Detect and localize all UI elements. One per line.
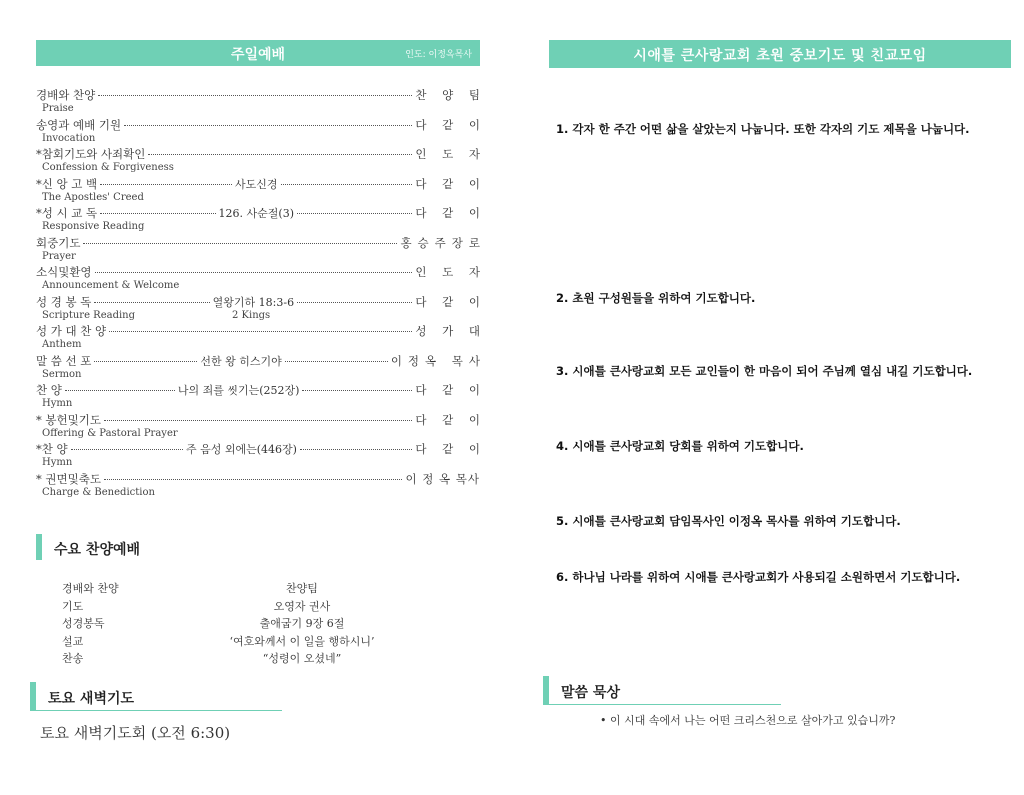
order-item-english-line [36, 133, 480, 144]
dotted-leader [148, 154, 412, 155]
order-item-responsible: 이 정 옥 목사 [405, 471, 480, 486]
order-item-detail: 사도신경 [235, 177, 278, 191]
order-item-name: 성 가 대 찬 양 [36, 324, 107, 338]
section-underline [543, 704, 781, 705]
worship-order-row [36, 442, 487, 472]
worship-order-row [36, 383, 487, 413]
wednesday-program-row [62, 615, 422, 633]
worship-order-line [36, 412, 486, 428]
order-item-responsible: 다 같 이 [415, 176, 486, 191]
order-of-worship [36, 88, 487, 501]
order-item-english: Hymn [42, 398, 73, 409]
worship-order-line [36, 472, 480, 487]
worship-order-line [36, 206, 486, 221]
dotted-leader [94, 361, 197, 362]
wednesday-program-row [62, 650, 422, 668]
worship-order-line [36, 324, 486, 339]
program-item: 성경봉독 [62, 617, 105, 630]
program-detail: 오영자 권사 [273, 599, 331, 613]
order-item-name: *찬 양 [36, 442, 68, 456]
order-item-english: Anthem [42, 339, 82, 350]
worship-order-row [36, 265, 486, 295]
worship-order-row [36, 294, 486, 325]
dotted-leader [94, 302, 209, 303]
wednesday-program [62, 580, 422, 668]
order-item-english-line [36, 280, 480, 291]
dotted-leader [285, 361, 388, 362]
worship-order-line [36, 353, 487, 369]
order-item-name: 송영과 예배 기원 [36, 117, 122, 132]
order-item-responsible: 홍승주장로 [400, 235, 486, 250]
wednesday-section-heading [36, 534, 336, 562]
dotted-leader [300, 449, 412, 450]
dotted-leader [100, 213, 215, 214]
order-item-english: Scripture Reading [42, 309, 136, 321]
dotted-leader [71, 449, 183, 450]
prayer-item: 6. 하나님 나라를 위하여 시애틀 큰사랑교회가 사용되길 소원하면서 기도합니다. [556, 570, 961, 584]
order-item-english: Announcement & Welcome [42, 280, 180, 291]
saturday-section-heading [30, 682, 282, 712]
order-item-english: The Apostles' Creed [42, 191, 144, 203]
worship-order-line [36, 235, 486, 251]
order-item-english-line [36, 428, 480, 439]
worship-order-row [36, 412, 486, 443]
order-item-english-line [36, 192, 480, 203]
prayer-item: 2. 초원 구성원들을 위하여 기도합니다. [556, 291, 756, 305]
dotted-leader [124, 125, 412, 126]
order-item-name: 찬 양 [36, 383, 62, 397]
order-item-english: Confession & Forgiveness [42, 162, 174, 173]
order-item-english: Offering & Pastoral Prayer [42, 427, 178, 439]
order-item-english-line [36, 487, 480, 498]
order-item-english: Invocation [42, 132, 96, 144]
dotted-leader [104, 420, 412, 421]
worship-order-line [36, 147, 486, 162]
wednesday-program-row [62, 633, 422, 651]
order-item-detail: 126. 사순절(3) [218, 207, 294, 220]
prayer-item: 3. 시애틀 큰사랑교회 모든 교인들이 한 마음이 되어 주님께 열심 내길 기도합니다. [556, 364, 973, 378]
order-item-english-line [36, 457, 480, 468]
worship-order-line [36, 383, 487, 398]
prayer-meeting-header [549, 40, 1011, 68]
worship-order-row [36, 147, 486, 177]
order-item-responsible: 다 같 이 [415, 294, 486, 309]
section-accent-bar [30, 682, 36, 710]
order-item-responsible: 찬 양 팀 [415, 88, 486, 102]
program-item: 경배와 찬양 [62, 582, 119, 595]
dotted-leader [104, 479, 403, 480]
worship-order-row [36, 88, 486, 118]
meditation-title: 말씀 묵상 [561, 685, 620, 701]
order-item-detail: 주 음성 외에는(446장) [186, 443, 297, 456]
worship-order-line [36, 294, 486, 310]
saturday-title: 토요 새벽기도 [48, 691, 135, 707]
worship-order-line [36, 88, 486, 103]
sunday-worship-title: 주일예배 [230, 47, 286, 63]
order-item-name: *신 앙 고 백 [36, 176, 98, 191]
order-item-responsible: 다 같 이 [415, 117, 486, 132]
section-underline [30, 710, 282, 711]
order-item-responsible: 성 가 대 [415, 324, 486, 338]
order-item-name: 성 경 봉 독 [36, 294, 92, 309]
program-detail: 찬양팀 [286, 582, 318, 595]
prayer-item: 4. 시애틀 큰사랑교회 당회를 위하여 기도합니다. [556, 439, 804, 453]
worship-order-row [36, 324, 486, 354]
prayer-item: 1. 각자 한 주간 어떤 삶을 살았는지 나눕니다. 또한 각자의 기도 제목을 나눕니다. [556, 122, 970, 136]
dotted-leader [65, 390, 175, 391]
saturday-service-time: 토요 새벽기도회 (오전 6:30) [40, 724, 231, 742]
dotted-leader [100, 184, 232, 185]
order-item-english-line [36, 103, 480, 114]
order-item-english-line [36, 339, 480, 350]
order-item-name: 말 씀 선 포 [36, 353, 92, 368]
dotted-leader [109, 331, 412, 332]
worship-order-row [36, 235, 486, 266]
worship-order-line [36, 265, 486, 280]
worship-order-row [36, 176, 486, 207]
program-item: 기도 [62, 599, 84, 613]
order-item-name: * 권면및축도 [36, 471, 101, 486]
order-item-english: Sermon [42, 368, 82, 380]
worship-order-line [36, 117, 486, 133]
section-accent-bar [543, 676, 549, 704]
dotted-leader [83, 243, 397, 244]
dotted-leader [297, 213, 412, 214]
order-item-detail: 열왕기하 18:3-6 [212, 295, 295, 309]
worship-leader: 인도: 이정옥목사 [405, 50, 472, 60]
order-item-name: 경배와 찬양 [36, 88, 96, 102]
order-item-name: *성 시 교 독 [36, 206, 98, 220]
order-item-name: *참회기도와 사죄확인 [36, 147, 146, 161]
worship-order-row [36, 472, 480, 502]
order-item-detail: 나의 죄를 씻기는(252장) [177, 384, 300, 397]
order-item-name: * 봉헌및기도 [36, 412, 101, 427]
program-detail: 출애굽기 9장 6절 [259, 617, 345, 630]
worship-order-line [36, 176, 486, 192]
worship-order-row [36, 117, 486, 148]
order-item-english: Hymn [42, 457, 73, 468]
order-item-name: 회중기도 [36, 235, 81, 250]
sunday-worship-header [36, 40, 480, 66]
worship-order-line [36, 442, 487, 457]
order-item-english: Charge & Benediction [42, 486, 155, 498]
worship-order-row [36, 206, 486, 236]
program-item: 설교 [62, 634, 84, 648]
meditation-section-heading [543, 676, 781, 706]
order-item-responsible: 다 같 이 [415, 412, 486, 427]
worship-order-row [36, 353, 487, 384]
prayer-item: 5. 시애틀 큰사랑교회 담임목사인 이정옥 목사를 위하여 기도합니다. [556, 514, 901, 528]
program-item: 찬송 [62, 652, 84, 665]
order-item-english-line [36, 398, 480, 409]
order-item-english: Responsive Reading [42, 221, 145, 232]
order-item-responsible: 다 같 이 [415, 206, 486, 220]
program-detail: “성령이 오셨네” [262, 652, 342, 665]
section-accent-bar [36, 534, 42, 560]
order-item-responsible: 인 도 자 [415, 265, 486, 279]
order-item-detail-english: 2 Kings [232, 309, 271, 321]
program-detail: ‘여호와께서 이 일을 행하시니’ [229, 634, 375, 648]
order-item-english: Praise [42, 103, 74, 114]
wednesday-title: 수요 찬양예배 [54, 542, 141, 558]
order-item-responsible: 이정옥 목사 [390, 353, 487, 368]
order-item-responsible: 인 도 자 [415, 147, 486, 161]
order-item-detail: 선한 왕 히스기야 [200, 354, 282, 368]
wednesday-program-row [62, 598, 422, 616]
dotted-leader [95, 272, 413, 273]
dotted-leader [297, 302, 412, 303]
order-item-english: Prayer [42, 250, 76, 262]
dotted-leader [98, 95, 412, 96]
dotted-leader [281, 184, 413, 185]
dotted-leader [302, 390, 412, 391]
order-item-english-line [36, 162, 480, 173]
order-item-responsible: 다 같 이 [415, 442, 487, 456]
wednesday-program-row [62, 580, 422, 598]
meditation-question: • 이 시대 속에서 나는 어떤 크리스천으로 살아가고 있습니까? [600, 714, 896, 727]
order-item-english-line [36, 310, 480, 321]
order-item-english-line [36, 251, 480, 262]
order-item-english-line [36, 369, 480, 380]
order-item-responsible: 다 같 이 [415, 383, 487, 397]
prayer-meeting-title: 시애틀 큰사랑교회 초원 중보기도 및 친교모임 [633, 48, 927, 64]
order-item-name: 소식및환영 [36, 265, 92, 279]
order-item-english-line [36, 221, 480, 232]
